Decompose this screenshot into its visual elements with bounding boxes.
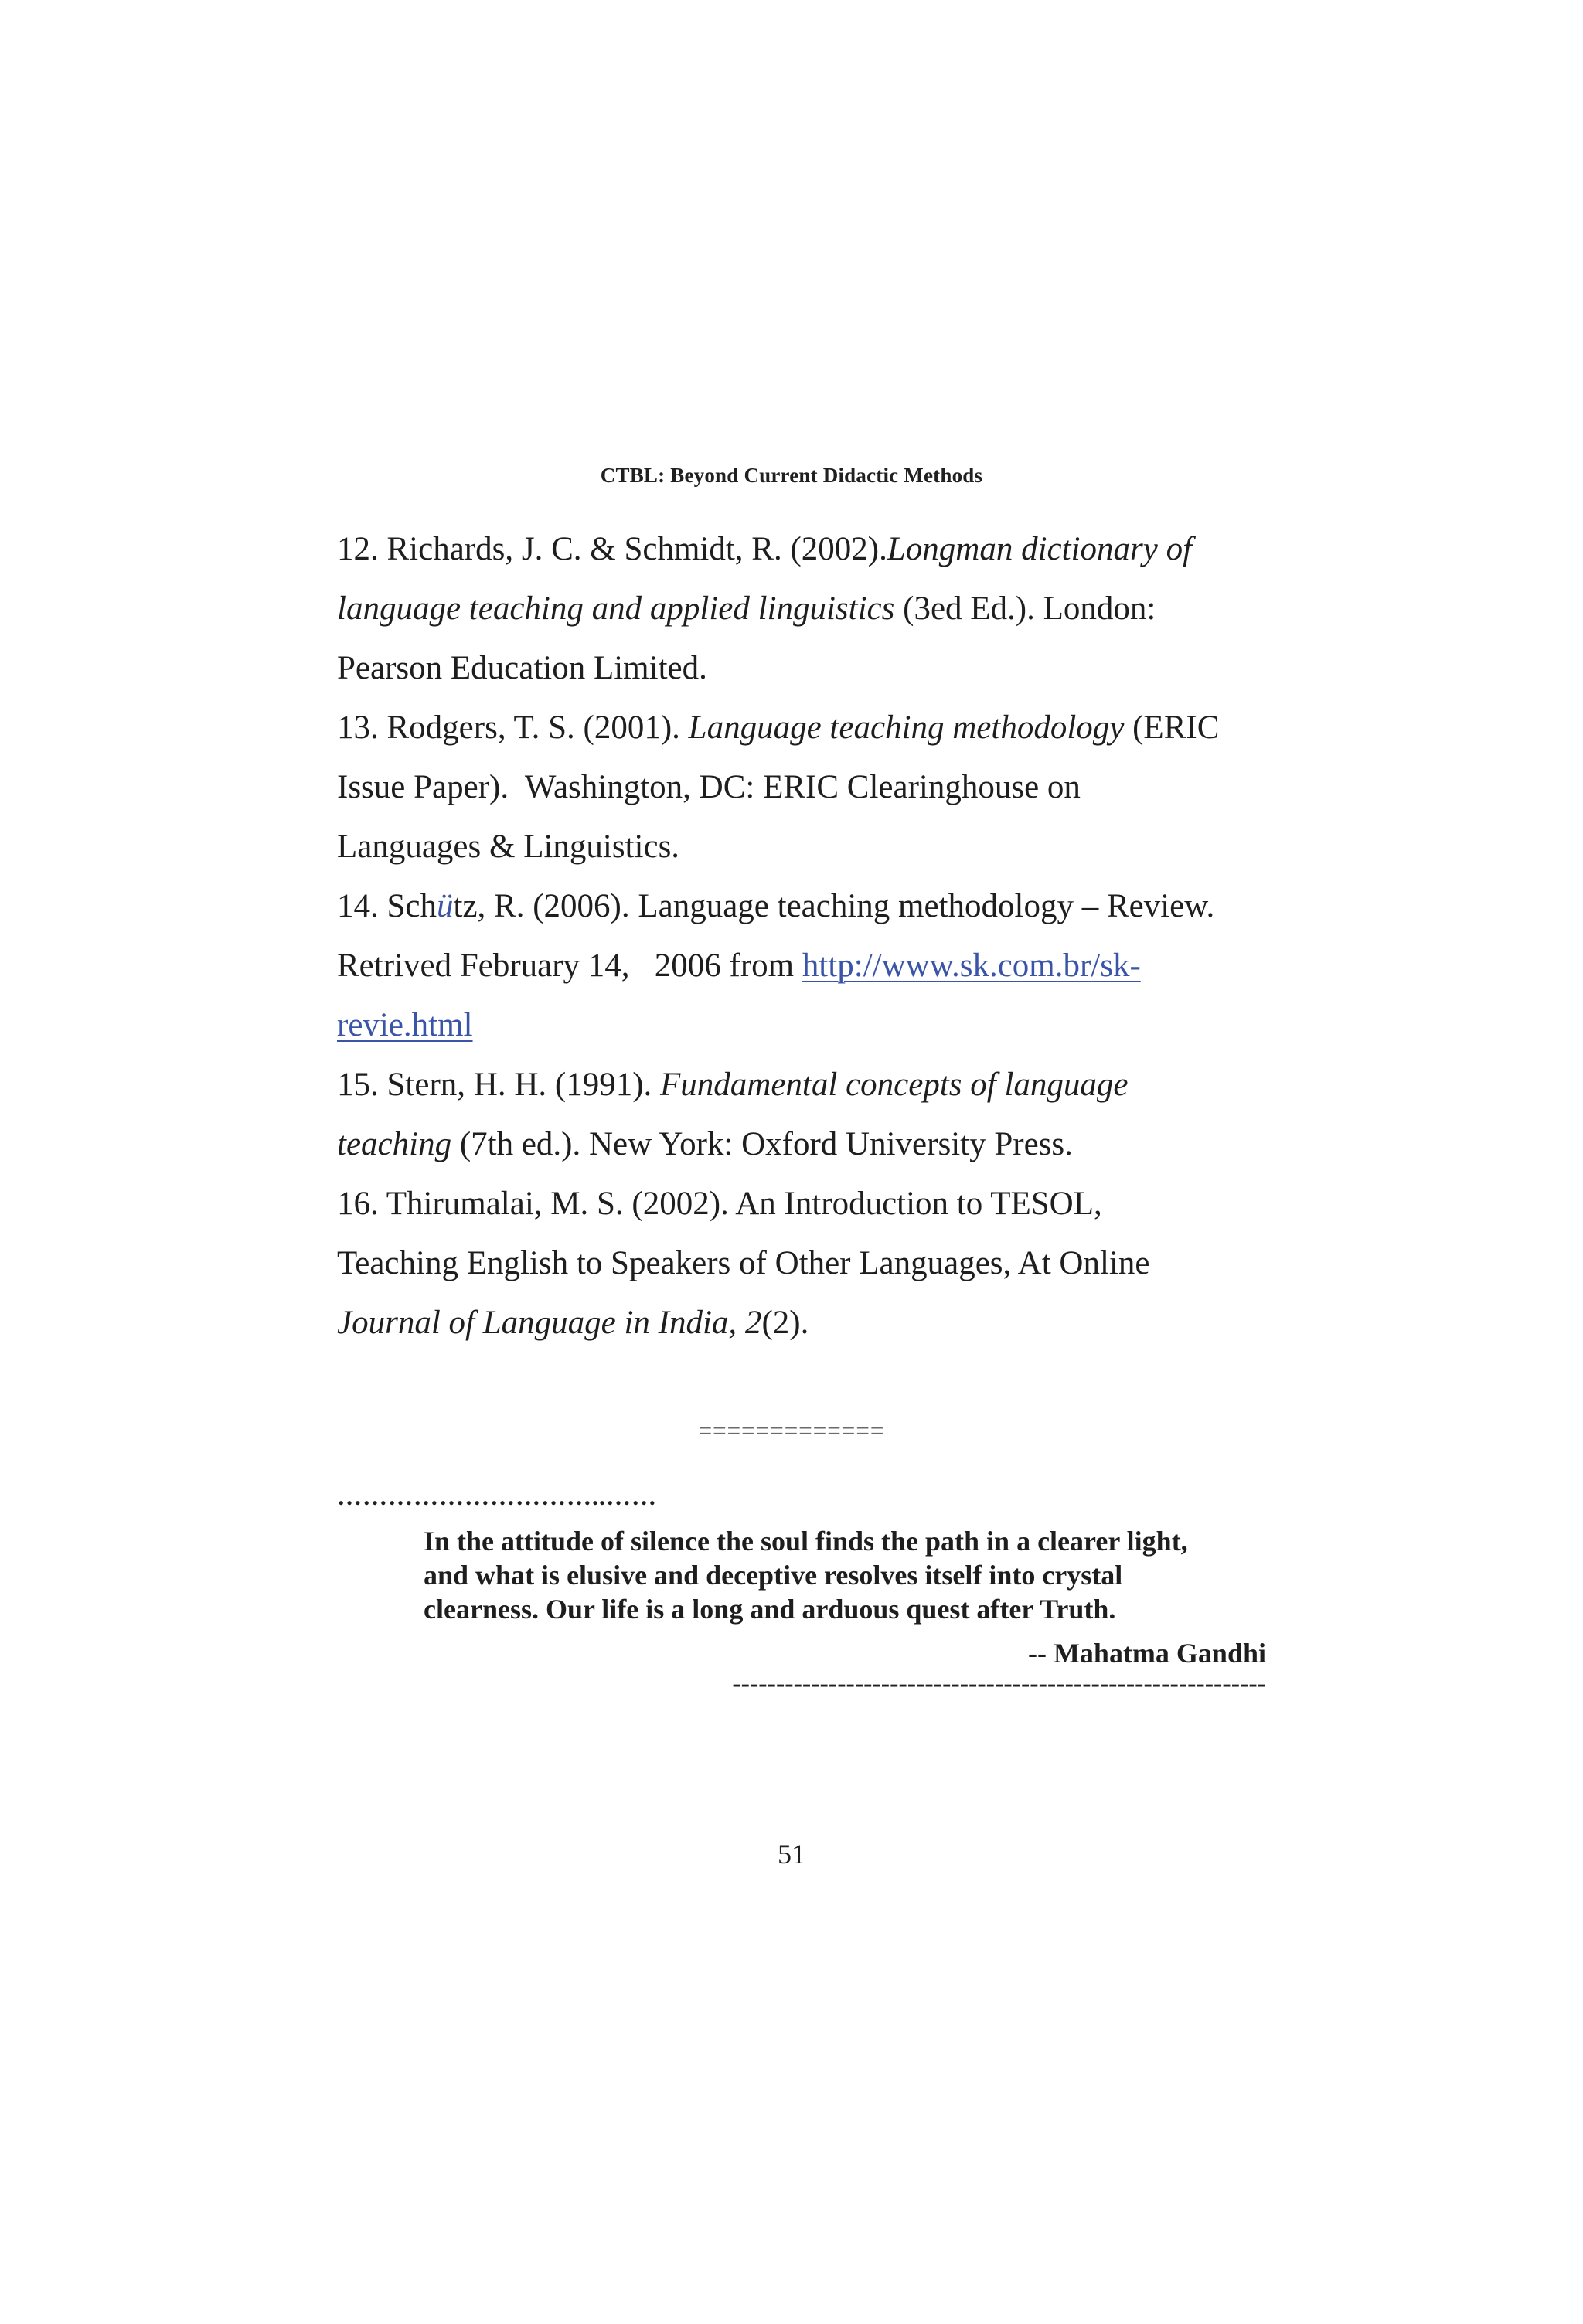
reference-text: (3ed Ed.). London:	[894, 590, 1156, 627]
reference-number: 13.	[337, 709, 379, 746]
reference-text: (ERIC	[1124, 709, 1220, 746]
reference-item-16	[337, 1174, 1280, 1353]
reference-text: Richards, J. C. & Schmidt, R. (2002).	[386, 531, 887, 567]
reference-text: Rodgers, T. S. (2001).	[386, 709, 689, 746]
quote-attribution: -- Mahatma Gandhi	[1027, 1638, 1266, 1669]
section-separator: =============	[698, 1418, 885, 1444]
reference-title: Journal of Language in India, 2	[337, 1305, 762, 1341]
reference-text: (2).	[761, 1305, 809, 1341]
reference-text: Stern, H. H. (1991).	[386, 1067, 661, 1103]
reference-text: Sch	[386, 888, 437, 924]
reference-item-15	[337, 1055, 1280, 1174]
reference-text: Thirumalai, M. S. (2002). An Introduction to TESOL,	[386, 1186, 1102, 1222]
reference-item-14	[337, 876, 1280, 1055]
reference-title: language teaching and applied linguistics	[337, 590, 895, 627]
reference-url-link-continued[interactable]: revie.html	[337, 1007, 473, 1043]
quote-line: and what is elusive and deceptive resolves itself into crystal	[424, 1560, 1123, 1591]
reference-text: Teaching English to Speakers of Other Languages, At Online	[337, 1245, 1150, 1281]
reference-number: 16.	[337, 1186, 379, 1222]
reference-list	[337, 519, 1280, 1353]
reference-text: Pearson Education Limited.	[337, 650, 707, 686]
quote-line: clearness. Our life is a long and arduous quest after Truth.	[424, 1594, 1116, 1625]
reference-title: Fundamental concepts of language	[660, 1067, 1129, 1103]
quote-line: In the attitude of silence the soul finds the path in a clearer light,	[424, 1526, 1188, 1557]
reference-number: 12.	[337, 531, 379, 567]
reference-url-link[interactable]: http://www.sk.com.br/sk-	[802, 948, 1141, 984]
reference-title: teaching	[337, 1126, 452, 1162]
reference-text: tz, R. (2006). Language teaching methodology – Review.	[453, 888, 1215, 924]
reference-text: Issue Paper). Washington, DC: ERIC Clearinghouse on	[337, 769, 1081, 805]
reference-title: Language teaching methodology	[688, 709, 1125, 746]
page-number: 51	[778, 1839, 805, 1870]
reference-number: 14.	[337, 888, 379, 924]
reference-number: 15.	[337, 1067, 379, 1103]
reference-special-char: ü	[437, 888, 454, 924]
dotted-leader: …………………………..……	[337, 1482, 657, 1510]
reference-title: Longman dictionary of	[887, 531, 1193, 567]
reference-text: (7th ed.). New York: Oxford University Press.	[451, 1126, 1073, 1162]
reference-text: Retrived February 14, 2006 from	[337, 948, 802, 984]
dashed-rule: -------------------------------------------------------------	[732, 1669, 1266, 1698]
reference-text: Languages & Linguistics.	[337, 829, 680, 865]
closing-quote	[424, 1524, 1274, 1626]
reference-item-13	[337, 698, 1280, 876]
reference-item-12	[337, 519, 1280, 698]
running-header: CTBL: Beyond Current Didactic Methods	[600, 464, 983, 487]
